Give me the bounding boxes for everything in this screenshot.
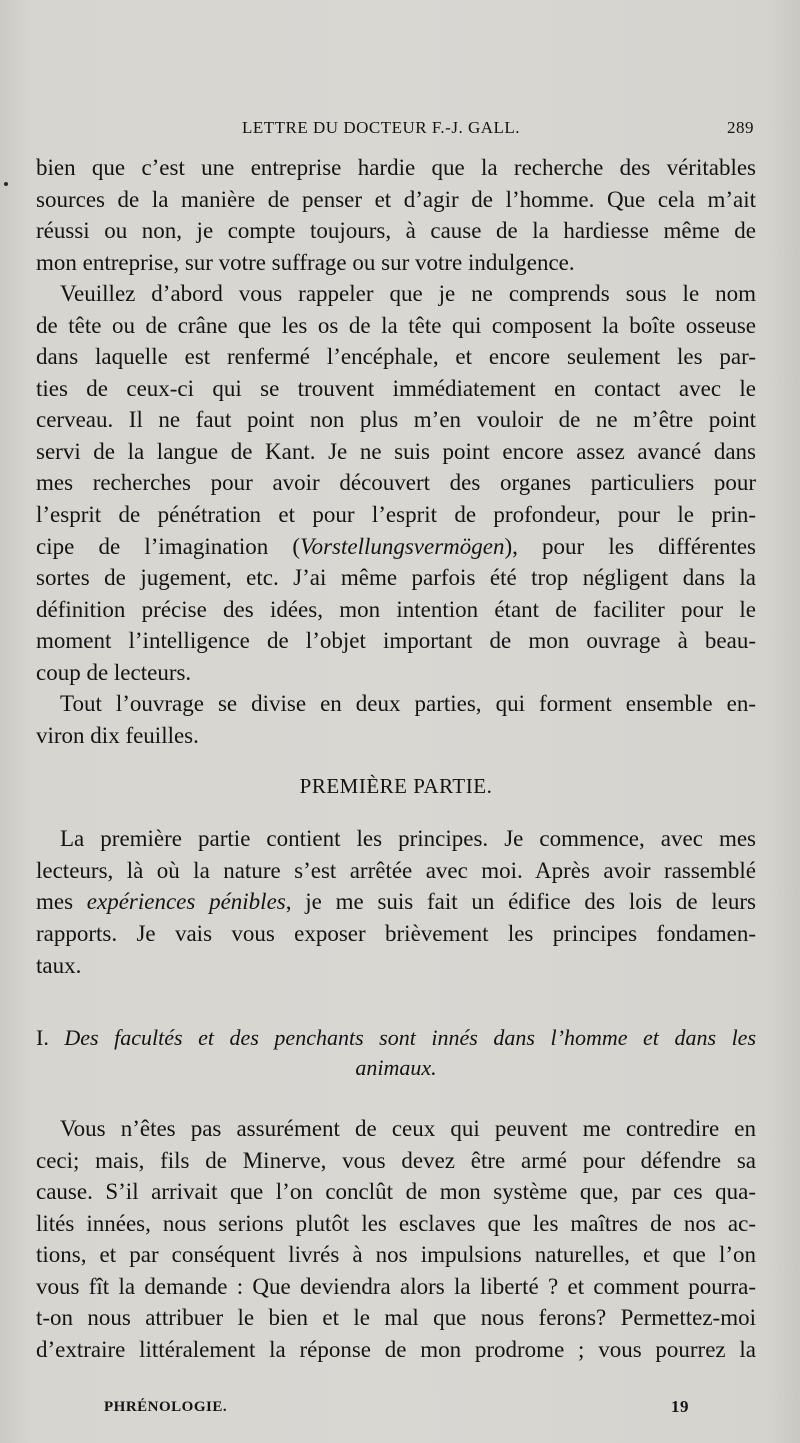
- page-footer: [0, 1397, 800, 1421]
- text-line: viron dix feuilles.: [36, 722, 199, 748]
- text-line: ties de ceux-ci qui se trouvent immédiatement en contact avec le: [36, 375, 756, 401]
- text-line: mes recherches pour avoir découvert des organes particuliers pour: [36, 470, 756, 496]
- text-line: tions, et par conséquent livrés à nos impulsions naturelles, et que l’on: [36, 1242, 756, 1268]
- text-line: moment l’intelligence de l’objet important de mon ouvrage à beau-: [36, 628, 756, 654]
- text-line: cerveau. Il ne faut point non plus m’en vouloir de ne m’être point: [36, 407, 756, 433]
- page-number: 289: [727, 118, 754, 137]
- text-line: dans laquelle est renfermé l’encéphale, et encore seulement les par-: [36, 344, 756, 370]
- text-line: taux.: [36, 952, 82, 978]
- text-line: lités innées, nous serions plutôt les esclaves que les maîtres de nos ac-: [36, 1210, 756, 1236]
- running-title: LETTRE DU DOCTEUR F.-J. GALL.: [242, 118, 521, 137]
- text-line: cause. S’il arrivait que l’on conclût de mon système que, par ces qua-: [36, 1179, 756, 1205]
- text-line: rapports. Je vais vous exposer brièvement les principes fondamen-: [36, 921, 756, 947]
- text-line: réussi ou non, je compte toujours, à cause de la hardiesse même de: [36, 218, 756, 244]
- text-line: mon entreprise, sur votre suffrage ou sur votre indulgence.: [36, 249, 575, 275]
- text-line: Tout l’ouvrage se divise en deux parties, qui forment ensemble en-: [60, 691, 756, 717]
- text-line: sources de la manière de penser et d’agir de l’homme. Que cela m’ait: [36, 186, 756, 212]
- subheading-line: [36, 1023, 756, 1053]
- text-segment: cipe de l’imagination (: [36, 533, 301, 559]
- text-line: t-on nous attribuer le bien et le mal que nous ferons? Permettez-moi: [36, 1305, 756, 1331]
- subheading: [36, 1023, 756, 1083]
- subheading-text: Des facultés et des penchants sont innés dans l’homme et dans les: [64, 1025, 757, 1051]
- text-segment: ), pour les différentes: [504, 533, 756, 559]
- subheading-number: I.: [36, 1025, 65, 1051]
- subheading-text: animaux.: [355, 1055, 437, 1081]
- italic-term: expériences pénibles: [86, 889, 286, 915]
- text-line: d’extraire littéralement la réponse de mon prodrome ; vous pourrez la: [36, 1336, 756, 1362]
- text-line: servi de la langue de Kant. Je ne suis point encore assez avancé dans: [36, 438, 756, 464]
- subheading-line: [36, 1053, 756, 1083]
- section-title: PREMIÈRE PARTIE.: [299, 774, 493, 799]
- text-line: l’esprit de pénétration et pour l’esprit de profondeur, pour le prin-: [36, 502, 756, 528]
- text-line: vous fît la demande : Que deviendra alors la liberté ? et comment pourra-: [36, 1273, 756, 1299]
- text-line: ceci; mais, fils de Minerve, vous devez être armé pour défendre sa: [36, 1147, 756, 1173]
- text-line: de tête ou de crâne que les os de la tête qui composent la boîte osseuse: [36, 312, 756, 338]
- text-line: [36, 886, 756, 918]
- running-head: [0, 118, 800, 142]
- text-line: coup de lecteurs.: [36, 659, 192, 685]
- text-line: [36, 531, 756, 563]
- text-line: Vous n’êtes pas assurément de ceux qui peuvent me contredire en: [60, 1116, 756, 1142]
- text-line: lecteurs, là où la nature s’est arrêtée avec moi. Après avoir rassemblé: [36, 857, 756, 883]
- text-block: [36, 152, 756, 1366]
- text-line: La première partie contient les principes. Je commence, avec mes: [60, 826, 756, 852]
- italic-term: Vorstellungsvermögen: [300, 533, 505, 559]
- text-line: définition précise des idées, mon intention étant de faciliter pour le: [36, 596, 756, 622]
- footer-label: PHRÉNOLOGIE.: [104, 1399, 228, 1415]
- text-segment: , je me suis fait un édifice des lois de leurs: [285, 889, 756, 915]
- text-line: sortes de jugement, etc. J’ai même parfois été trop négligent dans la: [36, 565, 756, 591]
- ink-speck: [4, 182, 8, 186]
- signature-mark: 19: [671, 1397, 689, 1416]
- text-line: Veuillez d’abord vous rappeler que je ne comprends sous le nom: [60, 281, 756, 307]
- text-line: bien que c’est une entreprise hardie que la recherche des véritables: [36, 155, 756, 180]
- text-segment: mes: [36, 889, 87, 915]
